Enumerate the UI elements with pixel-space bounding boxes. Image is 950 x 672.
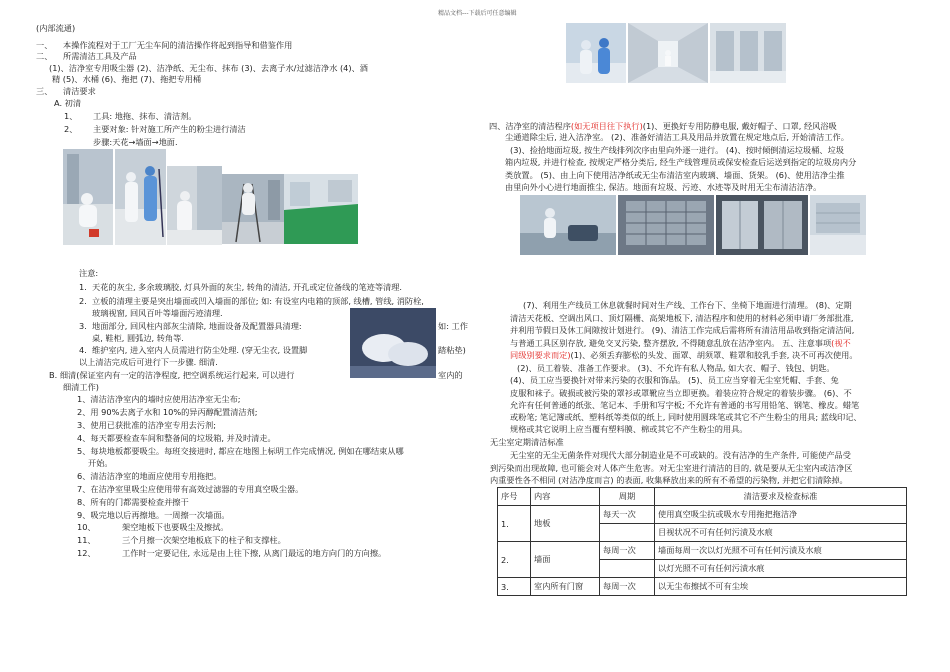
b-item-3: 3、使用已获批准的洁净室专用去污剂; [77,420,216,430]
b-item-12-num: 12、 [77,548,96,558]
s5-note-red-2: 同级别要求而定) [510,350,571,360]
note-3-line-2: 桌, 鞋柜, 圆弧边, 转角等. [92,333,184,343]
s5-line-8: 规格或其它说明上应当覆有塑料膜、棉或其它不产生粉尘的用具。 [510,424,748,434]
note-3-num: 3. [79,321,87,331]
b-item-5: 5、每块地板都要吸尘。每班交接进时, 都应在地图上标明工作完成情况, 例如在哪结束从哪 [77,446,404,456]
notes-title: 注意: [79,268,99,278]
subsection-b-label: B. 细清(保证室内有一定的洁净程度, 把空调系统运行起来, 可以进行 [49,370,295,380]
s4-line-2: 尘通道除尘后, 进入洁净室。 (2)、准备好清洁工具及用品并放置在规定地点后, 开始清洁工作。 [505,132,849,142]
subsection-b-line-2: 细清工作) [63,382,99,392]
b-item-11-num: 11、 [77,535,96,545]
s4-line-3: (3)、捡拾地面垃圾, 按生产线排列次序由里向外逐一进行。 (4)、按时倾倒清运垃圾桶、垃圾 [510,145,844,155]
b-item-6: 6、清洁洁净室的地面应使用专用拖把。 [77,471,222,481]
row-1-content: 地板 [531,506,600,542]
photo-floor-grate [618,195,714,255]
photo-shoe-covers [350,308,436,378]
a-item-2: 主要对象: 针对施工所产生的粉尘进行清洁 [93,124,246,134]
table-row [498,506,907,524]
s4-line-6: 由里向外小心进行地面推尘, 保洁。地面有垃圾、污迹、水迹等及时用无尘布清洁洁净。 [505,182,822,192]
b-item-9: 9、吸完地以后再擦地。一周擦一次墙面。 [77,510,230,520]
a-item-1-num: 1、 [64,111,78,121]
table-row [498,542,907,560]
regular-cleaning-title: 无尘室定期清洁标准 [490,437,564,447]
heading-internal: (内部流通) [36,23,76,33]
th-no: 序号 [498,488,531,506]
photo-workers-mopping [115,149,166,245]
row-1-no: 1. [498,506,531,542]
photo-green-floor-room [284,174,358,244]
s4-title: 四、洁净室的清洁程序 [489,121,571,131]
section-3-num: 三、 [36,86,53,96]
photo-cleaning-machine [520,195,616,255]
note-3-tail: 如: 工作 [438,321,468,331]
subsection-b-tail: 室内的 [438,370,463,380]
row-2-req-1: 墙面每周一次以灯光照不可有任何污渍及水痕 [655,542,907,560]
s4-7-line-2: 清洁天花板、空调出风口、顶灯隔栅、高架地板下, 清洁程序和使用的材料必须申请厂务部批准, [510,313,854,323]
s4-7-line-3: 并利用节假日及休工间隙按计划进行。 (9)、清洁工作完成后需将所有清洁用品收到指定清洁间, [510,325,855,335]
section-1-text: 本操作流程对于工厂无尘车间的清洁操作将起到指导和借鉴作用 [63,40,293,50]
s4-line-4: 箱内垃圾, 并进行检查, 按规定严格分类后, 经生产线管理员或保安检查后运送到指定的垃圾房内分 [505,157,857,167]
section-3-text: 清洁要求 [63,86,96,96]
tools-line-1: (1)、洁净室专用吸尘器 (2)、洁净纸、无尘布、抹布 (3)、去离子水/过滤洁净水 (4)、酒 [49,63,368,73]
note-4-line-2: 以上清洁完成后可进行下一步骤. 细清. [79,357,218,367]
note-4-tail: 踏粘垫) [438,345,466,355]
note-1-num: 1. [79,282,87,292]
note-4-num: 4. [79,345,87,355]
row-2-no: 2. [498,542,531,578]
b-item-1: 1、清洁洁净室内的墙时应使用洁净室无尘布; [77,394,241,404]
note-2-line-2: 玻璃视窗, 回风百叶等墙面污迹清理. [92,308,223,318]
regular-para-2: 到污染而出现故障, 也可能会对人体产生危害。对无尘室进行清洁的目的, 就是要从无尘室内或洁净区 [490,463,853,473]
b-item-2: 2、用 90%去离子水和 10%的异丙醇配置清洁剂; [77,407,258,417]
note-1-line-1: 天花的灰尘, 多余玻璃胶, 灯具外面的灰尘, 转角的清洁, 开孔或定位备线的笔迹等清理. [92,282,402,292]
photo-cleanroom-hall [810,195,866,255]
note-4-line-1: 维护室内, 进入室内人员需进行防尘处理. (穿无尘衣, 设置脚 [92,345,308,355]
row-3-content: 室内所有门窗 [531,578,600,596]
cleaning-standards-table [497,487,907,596]
s4-line-1 [489,121,837,132]
b-item-10: 架空地板下也要吸尘及擦拭。 [122,522,229,532]
photo-cleanroom-panels [716,195,808,255]
row-1-req-1: 使用真空吸尘抗或吸水专用拖把拖洁净 [655,506,907,524]
header-watermark: 精品文档---下载后可任意编辑 [438,10,517,17]
row-3-no: 3. [498,578,531,596]
section-1-num: 一、 [36,40,53,50]
table-row [498,578,907,596]
b-item-4: 4、每天都要检查车间和整备间的垃圾箱, 并及时清走。 [77,433,276,443]
th-requirement: 清洁要求及检查标准 [655,488,907,506]
photo-cleanroom-workers-blue [566,23,626,83]
s5-item-1: (1)、必须丢弃膨松的头发、面罩、胡须罩、鞋罩和胶乳手套, 决不可再次使用。 [570,350,858,360]
row-2-req-2: 以灯光照不可有任何污渍水痕 [655,560,907,578]
s5-line-7: 或粉笔; 笔记簿或纸、塑料纸等类似的纸上, 同时使用圆珠笔或其它不产生粉尘的用具; 蓝线印记、 [510,412,862,422]
photo-cleanroom-corridor [628,23,708,83]
th-content: 内容 [531,488,600,506]
s5-line-3: (2)、员工着装、准备工作要求。 (3)、不允许有私人物品, 如大衣、帽子、钱包、钥匙。 [517,363,835,373]
regular-para-3: 内重要性各不相同 (对洁净度而言) 的表面, 收集释放出来的所有不希望的污染物, 并把它们清除掉。 [490,475,848,485]
row-3-period: 每周一次 [600,578,655,596]
photo-worker-cleaning-wall [167,166,222,245]
regular-para-1: 无尘室的无尘无菌条件对现代大部分制造业是不可或缺的。没有洁净的生产条件, 可能使产品受 [510,450,851,460]
s5-line-6: 允许有任何普通的纸张、笔记本、手册和写字板; 不允许有普通的书写用铅笔、钢笔、橡皮。蜡笔 [510,400,860,410]
row-2-content: 墙面 [531,542,600,578]
s4-note-red: (如无项目往下执行) [570,121,643,131]
photo-cleanroom-doors [710,23,786,83]
photo-worker-squatting-floor [63,149,113,245]
b-item-12: 工作时一定要记住, 永远是由上往下擦, 从离门最远的地方向门的方向擦。 [122,548,387,558]
th-period: 周期 [600,488,655,506]
s5-line-4: (4)、员工应当要换针对带来污染的衣服和饰品。 (5)、员工应当穿着无尘室凭帽、手套、兔 [510,375,839,385]
s5-line-5: 皮服和袜子。破损或被污染的罩衫或罩靴应当立即更换。着装应符合规定的着装步骤。 (6)、不 [510,388,852,398]
s4-text-1: (1)、更换好专用防静电服, 戴好帽子、口罩, 经风浴吸 [642,121,837,131]
b-item-8: 8、所有的门都需要检查并擦干 [77,497,189,507]
s5-note-red-1: (视不 [831,338,851,348]
s4-line-5: 类放置。 (5)、由上向下使用洁净纸或无尘布清洁室内玻璃、墙面、货架。 (6)、使用洁净尘推 [505,170,845,180]
b-item-11: 三个月擦一次架空地板底下的柱子和支撑柱。 [122,535,286,545]
b-item-5-cont: 开始。 [88,458,113,468]
note-2-line-1: 立板的清理主要是突出墙面或凹入墙面的部位; 如: 有设室内电箱的顶部, 线槽, 管线, 消防栓, [92,296,424,306]
photo-worker-ladder [222,174,284,244]
s4-7-line-1: (7)、利用生产线员工休息就餐时间对生产线、工作台下、坐椅下地面进行清理。 (8)、定期 [523,300,852,310]
a-item-2-num: 2、 [64,124,78,134]
row-1-period-empty [600,524,655,542]
note-2-num: 2. [79,296,87,306]
s4-7-line-4 [510,338,851,349]
a-item-1: 工具: 地拖、抹布、清洁剂。 [93,111,197,121]
b-item-10-num: 10、 [77,522,96,532]
b-item-7: 7、在洁净室里吸尘应使用带有高效过滤器的专用真空吸尘器。 [77,484,304,494]
s5-text: 与普通工具区别存放, 避免交叉污染, 整齐摆放, 不得随意乱放在洁净室内。 五、注意事项 [510,338,832,348]
section-2-text: 所需清洁工具及产品 [63,51,137,61]
tools-line-2: 精 (5)、水桶 (6)、拖把 (7)、拖把专用桶 [52,74,202,84]
row-3-req-1: 以无尘布擦拭不可有尘埃 [655,578,907,596]
a-step: 步骤:天花→墙面→地面. [93,137,178,147]
row-1-req-2: 目视状况不可有任何污渍及水痕 [655,524,907,542]
row-2-period: 每周一次 [600,542,655,560]
table-header-row [498,488,907,506]
section-2-num: 二、 [36,51,53,61]
row-2-period-empty [600,560,655,578]
row-1-period: 每天一次 [600,506,655,524]
s5-line-2 [510,350,858,361]
subsection-a-label: A. 初清 [54,98,82,108]
note-3-line-1: 地面部分, 回风柱内部灰尘清除, 地面设备及配置器具清理: [92,321,302,331]
